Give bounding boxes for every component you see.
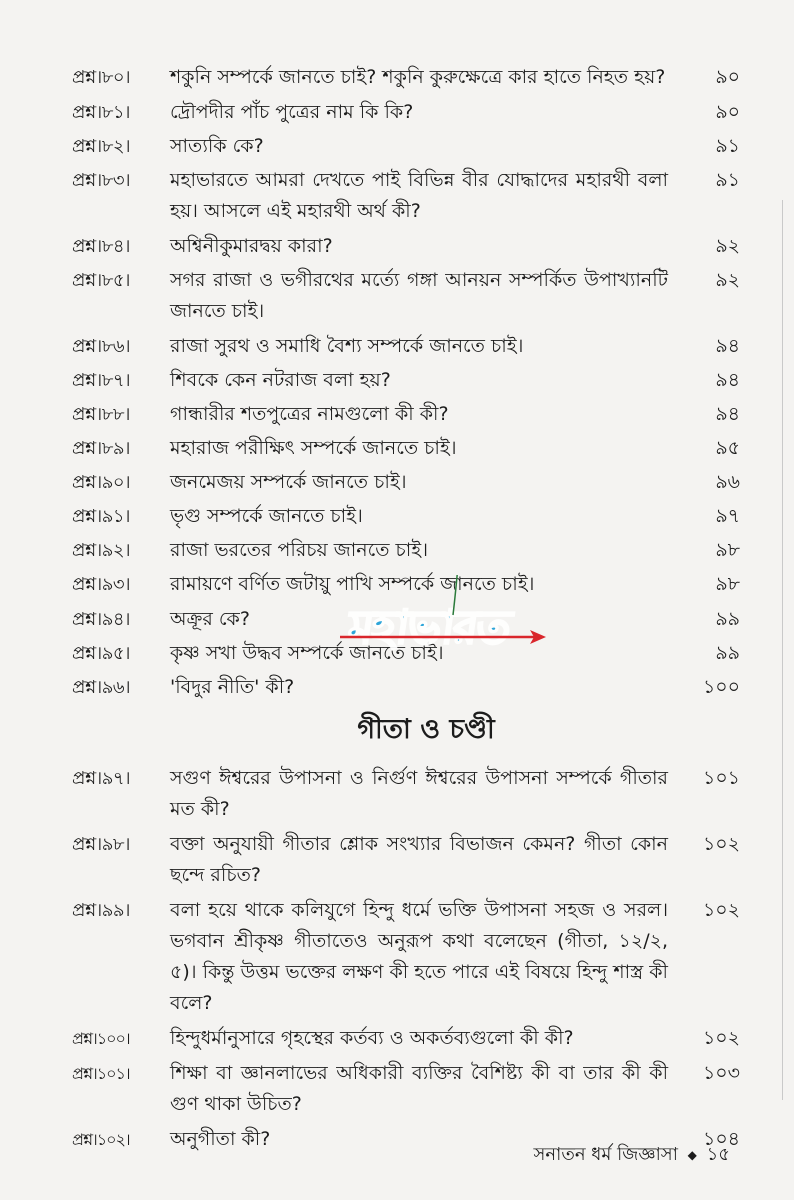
page-number: ৯৫ — [715, 437, 740, 459]
page-number: ৯৯ — [715, 642, 740, 664]
question-number: প্রশ্ন।১০২। — [72, 1130, 130, 1149]
toc-entry — [72, 604, 740, 635]
page-number: ৯৪ — [715, 403, 740, 425]
question-number: প্রশ্ন।৮৬। — [72, 336, 131, 357]
question-text: দ্রৌপদীর পাঁচ পুত্রের নাম কি কি? — [170, 101, 414, 123]
page-number: ৯৪ — [715, 369, 740, 391]
question-text: ভৃগু সম্পর্কে জানতে চাই। — [170, 505, 363, 527]
toc-entry — [72, 1023, 740, 1054]
toc-entry — [72, 535, 740, 566]
question-text: 'বিদুর নীতি' কী? — [170, 676, 295, 698]
toc-list-part2 — [72, 763, 740, 1155]
toc-entry — [72, 399, 740, 430]
question-text: মহাভারতে আমরা দেখতে পাই বিভিন্ন বীর যোদ্ধাদের মহারথী বলা হয়। আসলে এই মহারথী অর্থ কী? — [170, 169, 668, 222]
question-number: প্রশ্ন।৯৫। — [72, 643, 130, 664]
question-number: প্রশ্ন।৯৮। — [72, 834, 130, 855]
question-number: প্রশ্ন।৯৭। — [72, 768, 131, 789]
question-number: প্রশ্ন।৯২। — [72, 540, 131, 561]
toc-entry — [72, 829, 740, 891]
toc-entry — [72, 97, 740, 128]
watermark-text: মহাভারত — [344, 600, 513, 654]
toc-entry — [72, 763, 740, 825]
toc-entry — [72, 1058, 740, 1120]
toc-entry — [72, 501, 740, 532]
question-number: প্রশ্ন।৮৭। — [72, 370, 131, 391]
toc-entry — [72, 672, 740, 703]
toc-entry — [72, 467, 740, 498]
question-text: সগুণ ঈশ্বরের উপাসনা ও নির্গুণ ঈশ্বরের উপাসনা সম্পর্কে গীতার মত কী? — [170, 767, 668, 820]
question-text: শিক্ষা বা জ্ঞানলাভের অধিকারী ব্যক্তির বৈশিষ্ট্য কী বা তার কী কী গুণ থাকা উচিত? — [170, 1062, 668, 1115]
question-text: অশ্বিনীকুমারদ্বয় কারা? — [170, 235, 333, 257]
page-number: ১০২ — [702, 1027, 740, 1049]
question-text: সগর রাজা ও ভগীরথের মর্ত্যে গঙ্গা আনয়ন সম্পর্কিত উপাখ্যানটি জানতে চাই। — [170, 269, 668, 322]
toc-entry — [72, 165, 740, 227]
toc-entry — [72, 231, 740, 262]
page-footer — [533, 1140, 730, 1171]
page-number: ৯৮ — [715, 573, 740, 595]
footer-book-title: সনাতন ধর্ম জিজ্ঞাসা — [533, 1144, 678, 1165]
page-number: ৯১ — [715, 135, 740, 157]
page-edge-line — [782, 200, 783, 1100]
question-text: সাত্যকি কে? — [170, 135, 264, 157]
toc-entry — [72, 265, 740, 327]
question-text: গান্ধারীর শতপুত্রের নামগুলো কী কী? — [170, 403, 449, 425]
toc-entry — [72, 895, 740, 1019]
question-text: মহারাজ পরীক্ষিৎ সম্পর্কে জানতে চাই। — [170, 437, 457, 459]
page-number: ৯৪ — [715, 335, 740, 357]
question-number: প্রশ্ন।৮৫। — [72, 270, 130, 291]
question-text: বক্তা অনুযায়ী গীতার শ্লোক সংখ্যার বিভাজন কেমন? গীতা কোন ছন্দে রচিত? — [170, 833, 668, 886]
section-title: গীতা ও চণ্ডী — [357, 714, 495, 745]
question-number: প্রশ্ন।৯৯। — [72, 900, 130, 921]
page-number: ১০৪ — [702, 1128, 740, 1150]
question-number: প্রশ্ন।৮৪। — [72, 236, 130, 257]
page-number: ৯১ — [715, 169, 740, 191]
diamond-icon: ◆ — [687, 1148, 697, 1162]
page-number: ৯৬ — [715, 471, 740, 493]
page-number: ১০৩ — [702, 1062, 740, 1084]
question-text: অক্রূর কে? — [170, 608, 250, 630]
question-text: কৃষ্ণ সখা উদ্ধব সম্পর্কে জানতে চাই। — [170, 642, 444, 664]
question-number: প্রশ্ন।৯৩। — [72, 574, 131, 595]
question-text: শকুনি সম্পর্কে জানতে চাই? শকুনি কুরুক্ষেত্রে কার হাতে নিহত হয়? — [170, 66, 666, 88]
question-number: প্রশ্ন।১০১। — [72, 1064, 130, 1083]
question-text: রাজা সুরথ ও সমাধি বৈশ্য সম্পর্কে জানতে চাই। — [170, 335, 524, 357]
page-number: ১০১ — [702, 767, 740, 789]
toc-entry — [72, 62, 740, 93]
question-number: প্রশ্ন।৯৬। — [72, 677, 131, 698]
page-number: ৯২ — [715, 269, 740, 291]
question-text: রামায়ণে বর্ণিত জটায়ু পাখি সম্পর্কে জানতে চাই। — [170, 573, 535, 595]
page-number: ১০০ — [702, 676, 740, 698]
page-number: ৯০ — [715, 101, 740, 123]
question-number: প্রশ্ন।১০০। — [72, 1029, 130, 1048]
toc-entry — [72, 365, 740, 396]
page-number: ৯৮ — [715, 539, 740, 561]
question-text: বলা হয়ে থাকে কলিযুগে হিন্দু ধর্মে ভক্তি উপাসনা সহজ ও সরল। ভগবান শ্রীকৃষ্ণ গীতাতেও অনুরূপ কথা বলেছেন (গীতা, ১২/২, ৫)। কিন্তু উত্তম ভক্তের লক্ষণ কী হতে পারে এই বিষয়ে হিন্দু শাস্ত্র কী বলে? — [170, 899, 668, 1014]
question-text: অনুগীতা কী? — [170, 1128, 271, 1150]
question-number: প্রশ্ন।৮১। — [72, 102, 130, 123]
page-number: ৯২ — [715, 235, 740, 257]
toc-entry — [72, 638, 740, 669]
toc-entry — [72, 569, 740, 600]
toc-list-part1 — [72, 62, 740, 703]
question-number: প্রশ্ন।৮০। — [72, 67, 131, 88]
page-number: ৯০ — [715, 66, 740, 88]
toc-entry — [72, 433, 740, 464]
page-number: ৯৯ — [715, 608, 740, 630]
question-number: প্রশ্ন।৯৪। — [72, 609, 130, 630]
footer-page-number: ১৫ — [706, 1144, 730, 1165]
question-number: প্রশ্ন।৮৮। — [72, 404, 130, 425]
question-text: হিন্দুধর্মানুসারে গৃহস্থের কর্তব্য ও অকর্তব্যগুলো কী কী? — [170, 1027, 574, 1049]
question-number: প্রশ্ন।৮২। — [72, 136, 131, 157]
page-number: ১০২ — [702, 899, 740, 921]
question-text: শিবকে কেন নটরাজ বলা হয়? — [170, 369, 391, 391]
question-number: প্রশ্ন।৯১। — [72, 506, 130, 527]
page-number: ৯৭ — [715, 505, 740, 527]
question-number: প্রশ্ন।৮৯। — [72, 438, 130, 459]
question-number: প্রশ্ন।৮৩। — [72, 170, 131, 191]
toc-entry — [72, 331, 740, 362]
question-number: প্রশ্ন।৯০। — [72, 472, 131, 493]
question-text: জনমেজয় সম্পর্কে জানতে চাই। — [170, 471, 407, 493]
table-of-contents — [72, 62, 740, 1158]
question-text: রাজা ভরতের পরিচয় জানতে চাই। — [170, 539, 428, 561]
toc-entry — [72, 131, 740, 162]
page-number: ১০২ — [702, 833, 740, 855]
